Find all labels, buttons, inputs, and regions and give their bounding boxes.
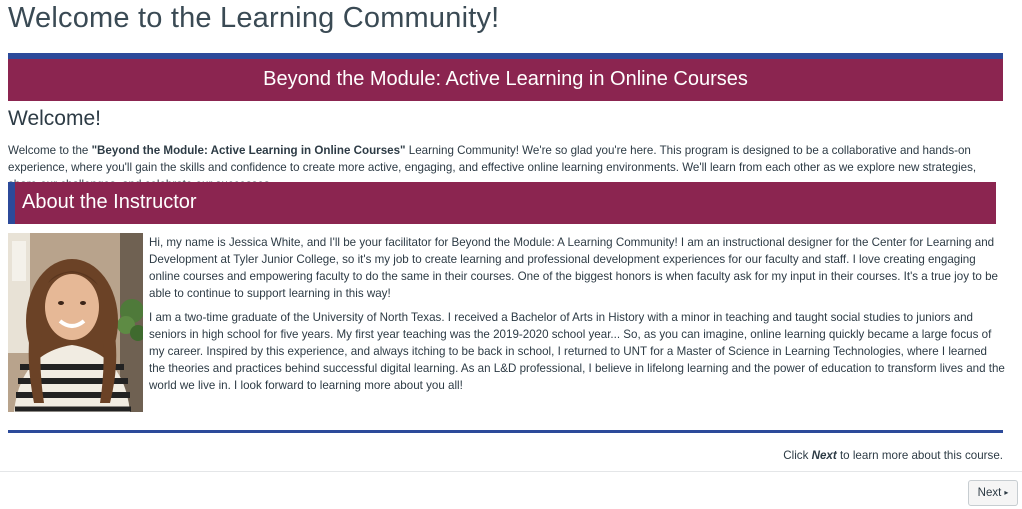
next-hint-suffix: to learn more about this course. (836, 449, 1003, 462)
next-hint-emphasis: Next (811, 449, 837, 462)
footer-divider (0, 471, 1022, 472)
bio-paragraph-1: Hi, my name is Jessica White, and I'll be your facilitator for Beyond the Module: A Learning Community! I am an instructional designer for the Center for Learning and Development at Tyler Junior College, so it's my job to create learning and professional development experiences for our faculty and staff. I love creating engaging online courses and empowering faculty to do the same in their courses. One of the biggest honors is when faculty ask for my input in their courses. It's a true joy to be able to continue to support learning in this way! (149, 236, 998, 300)
next-hint-prefix: Click (783, 449, 812, 462)
welcome-intro-suffix: Learning Community! We're so glad you're here. This program is designed to be a collaborative and hands-on experience, where you'll gain the skills and confidence to create more active, engaging, and effective online learning environments. We'll learn from each other as we explore new strategies, (8, 144, 977, 174)
caret-right-icon: ▸ (1004, 488, 1009, 497)
welcome-heading: Welcome! (8, 107, 101, 130)
course-banner: Beyond the Module: Active Learning in Online Courses (8, 53, 1003, 101)
welcome-course-name: "Beyond the Module: Active Learning in Online Courses" (91, 144, 406, 157)
instructor-bio (149, 234, 1005, 401)
about-instructor-heading: About the Instructor (8, 182, 996, 224)
next-hint (783, 449, 1003, 462)
welcome-intro-prefix: Welcome to the (8, 144, 92, 157)
next-button[interactable] (968, 480, 1018, 506)
bio-paragraph-2: I am a two-time graduate of the University of North Texas. I received a Bachelor of Arts in History with a minor in teaching and taught social studies to juniors and seniors in high school for five years. My first year teaching was the 2019-2020 school year... So, as you can imagine, online learning quickly became a large focus of my career. Inspired by this experience, and always itching to be back in school, I returned to UNT for a Master of Science in Learning Technologies, where I learned the theories and practices behind successful digital learning. As an L&D professional, I believe in lifelong learning and the power of education to transform lives and the world we live in. I look forward to learning more about you all! (149, 311, 1005, 392)
content-divider (8, 430, 1003, 433)
instructor-photo (8, 233, 143, 412)
page-title: Welcome to the Learning Community! (8, 2, 500, 34)
next-button-label: Next (977, 487, 1002, 499)
